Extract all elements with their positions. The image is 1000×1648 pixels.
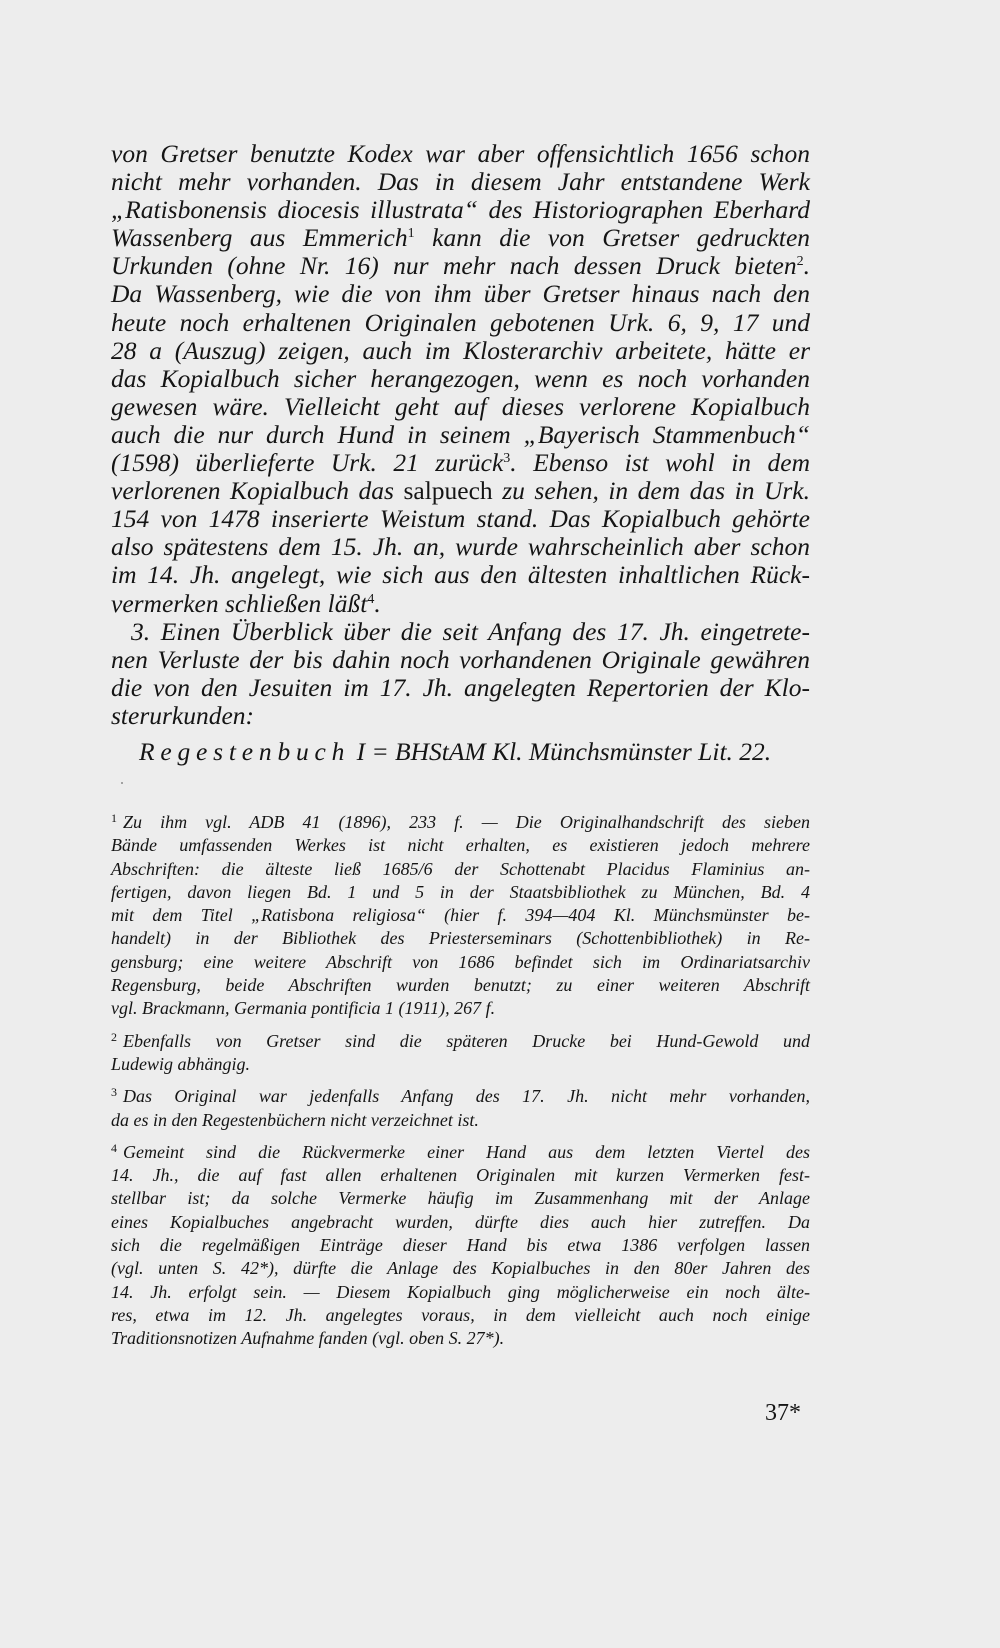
footnote-line: eines Kopialbuches angebracht wurden, dürfte dies auch hier zutreffen. Da (111, 1211, 810, 1232)
footnote-mark: 3 (111, 1085, 117, 1100)
footnote-line: Abschriften: die älteste ließ 1685/6 der Schottenabt Placidus Flaminius an- (111, 858, 810, 879)
main-text (111, 140, 810, 766)
text-segment: Zu ihm vgl. ADB 41 (1896), 233 f. — Die Originalhandschrift des sieben (123, 812, 810, 832)
footnote-ref: 1 (407, 226, 415, 242)
text-line: 28 a (Auszug) zeigen, auch im Klosterarchiv arbeitete, hätte er (111, 335, 810, 365)
footnote-ref: 2 (796, 254, 804, 270)
stray-mark (121, 782, 123, 784)
text-line (111, 252, 810, 280)
register-heading (111, 738, 810, 766)
text-segment: vermerken schließen läßt (111, 588, 368, 618)
footnote-ref: 4 (367, 591, 375, 607)
footnote-line: handelt) in der Bibliothek des Priesterseminars (Schottenbibliothek) in Re- (111, 928, 810, 949)
text-segment: Das Original war jedenfalls Anfang des 17. Jh. nicht mehr vorhanden, (123, 1086, 810, 1107)
footnote-line: Ludewig abhängig. (111, 1053, 251, 1074)
text-line: also spätestens dem 15. Jh. an, wurde wahrscheinlich aber schon (111, 532, 810, 562)
text-line: die von den Jesuiten im 17. Jh. angelegten Repertorien der Klo- (111, 672, 810, 702)
text-segment: . (374, 588, 381, 618)
footnote-line: Bände umfassenden Werkes ist nicht erhalten, es existieren jedoch mehrere (111, 835, 810, 856)
footnote-line (111, 1141, 810, 1164)
text-segment: Urkunden (ohne Nr. 16) nur mehr nach dessen Druck bieten (111, 251, 797, 281)
text-segment: zu sehen, in dem das in Urk. (502, 476, 810, 506)
text-line: sterurkunden: (111, 700, 255, 730)
footnote (111, 1141, 810, 1351)
footnote-line: Traditionsnotizen Aufnahme fanden (vgl. oben S. 27*). (111, 1328, 505, 1349)
text-segment: verlorenen Kopialbuch das (111, 476, 394, 506)
footnote-line: da es in den Regestenbüchern nicht verzeichnet ist. (111, 1109, 479, 1130)
footnote (111, 1085, 810, 1132)
footnote-line: stellbar ist; da solche Vermerke häufig im Zusammenhang mit der Anlage (111, 1188, 810, 1209)
footnote-line: vgl. Brackmann, Germania pontificia 1 (1911), 267 f. (111, 998, 496, 1019)
text-line (111, 449, 810, 477)
text-line: gewesen wäre. Vielleicht geht auf dieses verlorene Kopialbuch (111, 391, 810, 421)
footnote-line: 14. Jh., die auf fast allen erhaltenen Originalen mit kurzen Vermerken fest- (111, 1165, 810, 1186)
footnote-line: gensburg; eine weitere Abschrift von 1686 befindet sich im Ordinariatsarchiv (111, 951, 810, 972)
footnote-line: fertigen, davon liegen Bd. 1 und 5 in der Staatsbibliothek zu München, Bd. 4 (111, 881, 810, 902)
text-line: nen Verluste der bis dahin noch vorhandenen Originale gewähren (111, 644, 810, 674)
footnote-line (111, 811, 810, 834)
footnote (111, 1030, 810, 1077)
text-segment: (1598) überlieferte Urk. 21 zurück (111, 448, 504, 478)
roman-term: salpuech (403, 476, 493, 506)
text-line: im 14. Jh. angelegt, wie sich aus den ältesten inhaltlichen Rück- (111, 560, 810, 590)
footnote-line (111, 1030, 810, 1053)
text-line: von Gretser benutzte Kodex war aber offensichtlich 1656 schon (111, 139, 810, 168)
text-line: 3. Einen Überblick über die seit Anfang des 17. Jh. eingetrete- (131, 616, 810, 646)
footnote-line: (vgl. unten S. 42*), dürfte die Anlage des Kopialbuches in den 80er Jahren des (111, 1258, 810, 1279)
text-segment: Ebenfalls von Gretser sind die späteren Drucke bei Hund-Gewold und (123, 1030, 810, 1051)
text-line: Da Wassenberg, wie die von ihm über Gretser hinaus nach den (111, 279, 810, 309)
footnote-line: 14. Jh. erfolgt sein. — Diesem Kopialbuch ging möglicherweise ein noch älte- (111, 1281, 810, 1302)
spaced-title: Regestenbuch (139, 736, 351, 766)
text-segment: Gemeint sind die Rückvermerke einer Hand aus dem letzten Viertel des (123, 1141, 810, 1162)
text-segment: Ebenso ist wohl in dem (533, 448, 810, 478)
footnote-line: mit dem Titel „Ratisbona religiosa“ (hier f. 394—404 Kl. Münchsmünster be- (111, 905, 810, 926)
footnote-mark: 2 (111, 1029, 117, 1044)
footnote-line: res, etwa im 12. Jh. angelegtes voraus, in dem vielleicht auch noch einige (111, 1304, 810, 1325)
text-line (111, 224, 810, 252)
text-line: „Ratisbonensis diocesis illustrata“ des Historiographen Eberhard (111, 195, 810, 225)
text-segment: kann die von Gretser gedruckten (432, 223, 811, 253)
footnote-mark: 4 (111, 1140, 117, 1155)
text-line (111, 590, 810, 618)
text-segment: Wassenberg aus Emmerich (111, 223, 408, 253)
footnote-mark: 1 (111, 811, 117, 825)
text-line: auch die nur durch Hund in seinem „Bayerisch Stammenbuch“ (111, 419, 810, 449)
footnotes (111, 811, 810, 1360)
page-number: 37* (765, 1400, 801, 1426)
footnote-line: Regensburg, beide Abschriften wurden benutzt; zu einer weiteren Abschrift (111, 975, 810, 996)
text-line: 154 von 1478 inserierte Weistum stand. Das Kopialbuch gehörte (111, 504, 810, 534)
footnote-ref: 3 (503, 451, 511, 467)
text-segment: I = BHStAM Kl. Münchsmünster Lit. 22. (356, 736, 772, 766)
text-segment: . (510, 448, 517, 478)
text-segment: . (803, 251, 810, 281)
footnote-line (111, 1085, 810, 1108)
footnote-line: sich die regelmäßigen Einträge dieser Hand bis etwa 1386 verfolgen lassen (111, 1235, 810, 1256)
text-line (111, 477, 810, 505)
footnote (111, 811, 810, 1021)
text-line: heute noch erhaltenen Originalen gebotenen Urk. 6, 9, 17 und (111, 307, 810, 337)
text-line: nicht mehr vorhanden. Das in diesem Jahr entstandene Werk (111, 167, 810, 197)
text-line: das Kopialbuch sicher herangezogen, wenn es noch vorhanden (111, 363, 810, 393)
